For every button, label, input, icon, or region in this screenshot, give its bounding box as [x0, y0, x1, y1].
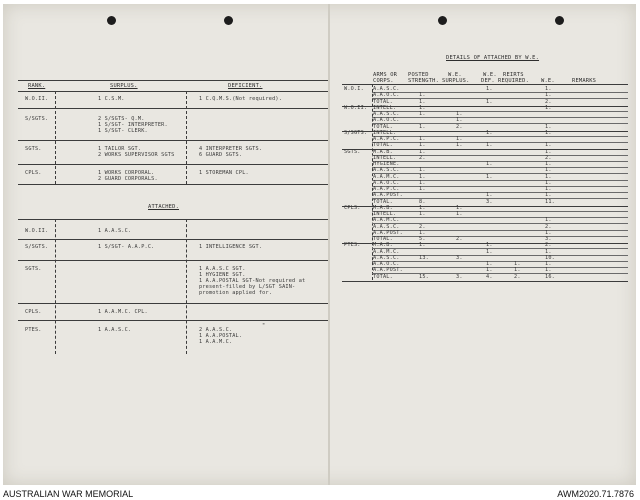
arm-cell: A.A.S.C. [373, 111, 400, 117]
posted-cell: 1. [419, 104, 426, 111]
required-cell: 1. [514, 261, 521, 267]
table-rule [372, 155, 628, 156]
rank-cell: W.O.II. [25, 96, 49, 102]
table-rule [372, 161, 628, 162]
posted-cell: 1. [419, 111, 426, 117]
we-cell: 2. [545, 223, 552, 230]
posted-cell: 5. [419, 236, 426, 242]
table-rule [18, 140, 328, 141]
deficient-cell: 6 GUARD SGTS. [199, 152, 243, 158]
table-rule [372, 92, 628, 93]
we-def-header: W.E. [483, 72, 497, 78]
arm-cell: M.A.B. [373, 242, 393, 249]
arm-cell: INTELL. [373, 104, 397, 111]
arm-cell: A.A.M.C. [373, 217, 400, 224]
posted-cell: 15. [419, 273, 429, 280]
table-rule [18, 320, 328, 321]
we-cell: 1. [545, 123, 552, 130]
punch-hole [224, 16, 233, 25]
posted-cell: 1. [419, 148, 426, 155]
arm-cell: A.A.M.C. [373, 248, 400, 255]
deficient-header: DEFICIENT. [228, 83, 263, 89]
posted-cell: 1. [419, 123, 426, 130]
table-rule [372, 236, 628, 237]
arm-cell: A.A.O.C. [373, 261, 400, 267]
arm-cell: A.A.S.C. [373, 254, 400, 261]
surplus-cell: 1 A.A.S.C. [98, 228, 132, 234]
table-rule [18, 303, 328, 304]
table-rule [18, 239, 328, 240]
we-surplus-cell: 1. [456, 142, 463, 149]
table-rule [372, 98, 628, 99]
deficient-cell: promotion applied for. [199, 290, 273, 296]
posted-cell: 2. [419, 154, 426, 161]
table-rule [372, 173, 628, 174]
we-header: W.E. [541, 78, 555, 84]
rank-cell: S/SGTS. [25, 116, 49, 122]
deficient-cell: 1 A.A.POSTAL SGT-Not required at [199, 278, 306, 284]
posted-cell: 1. [419, 229, 426, 236]
rank-cell: S/SGTS. [344, 129, 368, 136]
we-surplus-header: W.E. [448, 72, 462, 78]
deficient-cell: 1 A.A.POSTAL. [199, 333, 243, 339]
table-rule [372, 223, 628, 224]
we-surplus-cell: 1. [456, 211, 463, 217]
we-cell: 10. [545, 254, 555, 261]
surplus-cell: 1 S/SGT- CLERK. [98, 128, 148, 134]
we-def-cell: 1. [486, 248, 493, 255]
total-label: TOTAL. [373, 98, 393, 105]
we-cell: 1. [545, 229, 552, 236]
we-cell: 1. [545, 161, 552, 167]
we-def-cell: 1. [486, 142, 493, 149]
table-rule [372, 123, 628, 124]
deficient-cell: 1 A.A.M.C. [199, 339, 233, 345]
rank-cell: SGTS. [25, 146, 42, 152]
we-def-cell: 1. [486, 98, 493, 105]
arm-cell: M.A.B. [373, 204, 393, 211]
required-cell: 2. [514, 273, 521, 280]
arm-cell: A.A.O.C. [373, 179, 400, 186]
table-rule [372, 198, 628, 199]
pencil-mark: " [262, 323, 266, 329]
arms-header: ARMS OR [373, 72, 398, 78]
we-def-cell: 4. [486, 273, 493, 280]
posted-header: POSTED [408, 72, 429, 78]
rank-cell: CPLS. [25, 170, 42, 176]
we-cell: 2. [545, 98, 552, 105]
posted-cell: 1. [419, 136, 426, 142]
we-def-cell: 1. [486, 129, 493, 136]
surplus-cell: 1 S/SGT- A.A.P.C. [98, 244, 155, 250]
posted-cell: 1. [419, 173, 426, 180]
posted-cell: 1. [419, 142, 426, 149]
deficient-cell: 1 STOREMAN CPL. [199, 170, 249, 176]
rank-cell: SGTS. [344, 148, 361, 155]
total-label: TOTAL. [373, 198, 393, 205]
arm-cell: A.A.S.C. [373, 167, 400, 174]
table-rule [372, 136, 628, 137]
we-def-cell: 1. [486, 192, 493, 199]
table-rule [18, 219, 328, 220]
deficient-cell: 1 INTELLIGENCE SGT. [199, 244, 263, 250]
page-fold [328, 4, 330, 485]
we-surplus-cell: 2. [456, 236, 463, 242]
table-rule [18, 260, 328, 261]
we-cell: 1. [545, 129, 552, 136]
arm-cell: A.A.POST. [373, 192, 403, 199]
rank-cell: CPLS. [25, 309, 42, 315]
surplus-cell: 1 A.A.S.C. [98, 327, 132, 333]
punch-hole [438, 16, 447, 25]
required-cell: 1. [514, 267, 521, 274]
arm-cell: A.A.P.C. [373, 186, 400, 192]
we-def-cell: 1. [486, 173, 493, 180]
total-label: TOTAL. [373, 123, 393, 130]
we-cell: 1. [545, 142, 552, 149]
we-cell: 1. [545, 148, 552, 155]
posted-cell: 1. [419, 204, 426, 211]
we-surplus-cell: 3. [456, 254, 463, 261]
table-rule [372, 111, 628, 112]
posted-cell: 13. [419, 254, 429, 261]
posted-cell: 1. [419, 92, 426, 99]
posted-cell: 1. [419, 167, 426, 174]
surplus-cell: 1 S/SGT- INTERPRETER. [98, 122, 168, 128]
posted-cell: 2. [419, 223, 426, 230]
footer-accession-number: AWM2020.71.7876 [557, 489, 634, 499]
we-cell: 1. [545, 86, 552, 92]
we-surplus-cell: 1. [456, 136, 463, 142]
table-rule [372, 142, 628, 143]
we-cell: 1. [545, 192, 552, 199]
punch-hole [555, 16, 564, 25]
rank-cell: W.O.II. [25, 228, 49, 234]
required-header: REQUIRED. [498, 78, 530, 84]
surplus-cell: 1 A.A.M.C. CPL. [98, 309, 148, 315]
table-rule [372, 230, 628, 231]
we-cell: 1. [545, 267, 552, 274]
table-rule [372, 267, 628, 268]
arm-cell: A.A.M.C. [373, 173, 400, 180]
rank-cell: SGTS. [25, 266, 42, 272]
surplus-cell: 2 GUARD CORPORALS. [98, 176, 158, 182]
attached-title: ATTACHED. [148, 204, 180, 210]
arm-cell: A.A.POST. [373, 267, 403, 274]
arm-cell: M.A.B. [373, 148, 393, 155]
we-cell: 1. [545, 261, 552, 267]
rank-cell: S/SGTS. [25, 244, 49, 250]
we-cell: 1. [545, 173, 552, 180]
we-cell: 1. [545, 179, 552, 186]
we-cell: 1. [545, 104, 552, 111]
rank-header: RANK. [28, 83, 46, 89]
table-rule [372, 192, 628, 193]
total-label: TOTAL. [373, 236, 393, 242]
surplus-cell: 2 S/SGTS- Q.M. [98, 116, 145, 122]
posted-cell: 8. [419, 198, 426, 205]
surplus-cell: 1 TAILOR SGT. [98, 146, 142, 152]
deficient-cell: 1 HYGIENE SGT. [199, 272, 246, 278]
table-rule [18, 164, 328, 165]
arm-cell: A.A.S.C. [373, 86, 400, 92]
posted-cell: 1. [419, 211, 426, 217]
we-cell: 11. [545, 198, 555, 205]
posted-cell: 1. [419, 179, 426, 186]
arm-cell: INTELL. [373, 154, 397, 161]
table-rule [18, 80, 328, 81]
table-rule [372, 211, 628, 212]
total-label: TOTAL. [373, 142, 393, 149]
we-cell: 1. [545, 217, 552, 224]
surplus-cell: 2 WORKS SUPERVISOR SGTS [98, 152, 175, 158]
remarks-header: REMARKS [572, 78, 597, 84]
rank-cell: PTES. [25, 327, 42, 333]
table-rule [372, 255, 628, 256]
table-rule [18, 184, 328, 185]
arms-header: CORPS. [373, 78, 394, 84]
arm-cell: A.A.S.C. [373, 223, 400, 230]
deficient-cell: present-filled by L/SGT SAIN- [199, 284, 296, 290]
punch-hole [107, 16, 116, 25]
we-cell: 3. [545, 236, 552, 242]
arm-cell: INTELL. [373, 129, 397, 136]
table-rule [372, 117, 628, 118]
we-cell: 1. [545, 248, 552, 255]
we-cell: 1. [545, 186, 552, 192]
deficient-cell: 1 A.A.S.C SGT. [199, 266, 246, 272]
posted-cell: 1. [419, 98, 426, 105]
table-rule [372, 180, 628, 181]
column-divider [55, 91, 56, 184]
total-label: TOTAL. [373, 273, 393, 280]
we-def-cell: 1. [486, 267, 493, 274]
we-cell: 16. [545, 273, 555, 280]
footer-source: AUSTRALIAN WAR MEMORIAL [3, 489, 134, 499]
table-rule [372, 186, 628, 187]
deficient-cell: 2 A.A.S.C. [199, 327, 233, 333]
we-surplus-header: SURPLUS. [442, 78, 470, 84]
we-cell: 2. [545, 242, 552, 249]
arm-cell: A.A.POST. [373, 229, 403, 236]
we-cell: 2. [545, 154, 552, 161]
we-surplus-cell: 1. [456, 117, 463, 124]
table-rule [342, 84, 628, 85]
we-def-cell: 1. [486, 261, 493, 267]
table-rule [372, 261, 628, 262]
rank-cell: PTES. [344, 242, 361, 249]
posted-cell: 1. [419, 186, 426, 192]
deficient-cell: 1 C.Q.M.S.(Not required). [199, 96, 283, 102]
arm-cell: A.A.P.C. [373, 136, 400, 142]
arm-cell: INTELL. [373, 211, 397, 217]
posted-cell: 1. [419, 242, 426, 249]
rank-cell: CPLS. [344, 204, 361, 211]
surplus-cell: 1 WORKS CORPORAL. [98, 170, 155, 176]
deficient-cell: 4 INTERPRETER SGTS. [199, 146, 263, 152]
surplus-header: SURPLUS. [110, 83, 138, 89]
table-rule [372, 217, 628, 218]
we-cell: 1. [545, 92, 552, 99]
we-def-cell: 1. [486, 161, 493, 167]
posted-header: STRENGTH. [408, 78, 440, 84]
we-def-header: DEF. [481, 78, 495, 84]
required-header: REIRTS [503, 72, 524, 78]
we-cell: 1. [545, 167, 552, 174]
table-rule [18, 91, 328, 92]
surplus-cell: 1 C.S.M. [98, 96, 125, 102]
column-divider [186, 91, 187, 184]
table-rule [372, 248, 628, 249]
table-rule [372, 167, 628, 168]
rank-cell: W.O.II. [344, 104, 368, 111]
we-def-cell: 1. [486, 86, 493, 92]
we-surplus-cell: 1. [456, 111, 463, 117]
we-surplus-cell: 1. [456, 204, 463, 211]
we-def-cell: 1. [486, 242, 493, 249]
arm-cell: A.A.O.C. [373, 92, 400, 99]
arm-cell: HYGIENE. [373, 161, 400, 167]
we-surplus-cell: 3. [456, 273, 463, 280]
table-rule [342, 281, 628, 282]
attached-details-title: DETAILS OF ATTACHED BY W.E. [446, 55, 540, 61]
rank-cell: W.O.I. [344, 86, 364, 92]
table-rule [18, 108, 328, 109]
arm-cell: A.A.O.C. [373, 117, 400, 124]
we-surplus-cell: 2. [456, 123, 463, 130]
we-def-cell: 3. [486, 198, 493, 205]
table-rule [372, 273, 628, 274]
